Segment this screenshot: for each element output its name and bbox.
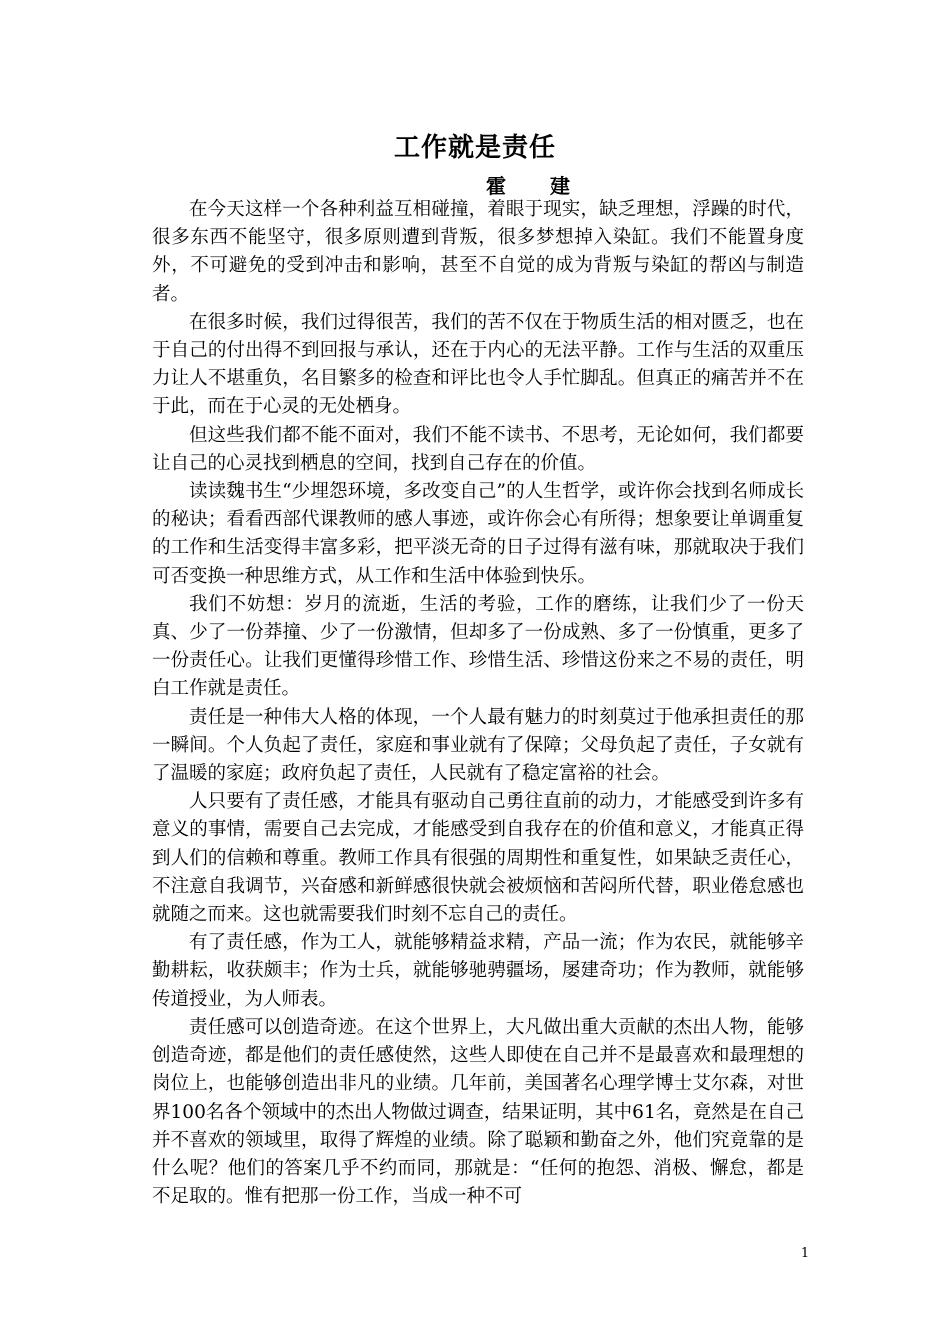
paragraph: 但这些我们都不能不面对，我们不能不读书、不思考，无论如何，我们都要让自己的心灵找到栖息的空间，找到自己存在的价值。 bbox=[152, 424, 804, 474]
paragraph: 有了责任感，作为工人，就能够精益求精，产品一流；作为农民，就能够辛勤耕耘，收获颇丰；作为士兵，就能够驰骋疆场，屡建奇功；作为教师，就能够传道授业，为人师表。 bbox=[152, 932, 804, 1010]
paragraph: 人只要有了责任感，才能具有驱动自己勇往直前的动力，才能感受到许多有意义的事情，需要自己去完成，才能感受到自我存在的价值和意义，才能真正得到人们的信赖和尊重。教师工作具有很强的周期性和重复性，如果缺乏责任心，不注意自我调节，兴奋感和新鲜感很快就会被烦恼和苦闷所代替，职业倦怠感也就随之而来。这也就需要我们时刻不忘自己的责任。 bbox=[152, 791, 804, 926]
document-body bbox=[152, 196, 804, 1211]
paragraph: 在今天这样一个各种利益互相碰撞，着眼于现实，缺乏理想，浮躁的时代，很多东西不能坚守，很多原则遭到背叛，很多梦想掉入染缸。我们不能置身度外，不可避免的受到冲击和影响，甚至不自觉的成为背叛与染缸的帮凶与制造者。 bbox=[152, 199, 804, 305]
paragraph: 责任感可以创造奇迹。在这个世界上，大凡做出重大贡献的杰出人物，能够创造奇迹，都是他们的责任感使然，这些人即使在自己并不是最喜欢和最理想的岗位上，也能够创造出非凡的业绩。几年前，美国著名心理学博士艾尔森，对世界100名各个领域中的杰出人物做过调查，结果证明，其中61名，竟然是在自己并不喜欢的领域里，取得了辉煌的业绩。除了聪颖和勤奋之外，他们究竟靠的是什么呢？他们的答案几乎不约而同，那就是：“任何的抱怨、消极、懈怠，都是不足取的。惟有把那一份工作，当成一种不可 bbox=[152, 1016, 804, 1208]
document-title: 工作就是责任 bbox=[393, 133, 556, 163]
paragraph: 在很多时候，我们过得很苦，我们的苦不仅在于物质生活的相对匮乏，也在于自己的付出得不到回报与承认，还在于内心的无法平静。工作与生活的双重压力让人不堪重负，名目繁多的检查和评比也令人手忙脚乱。但真正的痛苦并不在于此，而在于心灵的无处栖身。 bbox=[152, 311, 804, 418]
paragraph: 责任是一种伟大人格的体现，一个人最有魅力的时刻莫过于他承担责任的那一瞬间。个人负起了责任，家庭和事业就有了保障；父母负起了责任，子女就有了温暖的家庭；政府负起了责任，人民就有了稳定富裕的社会。 bbox=[152, 706, 804, 785]
paragraph: 读读魏书生“少埋怨环境，多改变自己”的人生哲学，或许你会找到名师成长的秘诀；看看西部代课教师的感人事迹，或许你会心有所得；想象要让单调重复的工作和生活变得丰富多彩，把平淡无奇的日子过得有滋有味，那就取决于我们可否变换一种思维方式，从工作和生活中体验到快乐。 bbox=[152, 481, 804, 587]
author-name: 霍 建 bbox=[486, 174, 582, 198]
paragraph: 我们不妨想：岁月的流逝，生活的考验，工作的磨练，让我们少了一份天真、少了一份莽撞、少了一份激情，但却多了一份成熟、多了一份慎重，更多了一份责任心。让我们更懂得珍惜工作、珍惜生活、珍惜这份来之不易的责任，明白工作就是责任。 bbox=[152, 593, 804, 700]
page-number: 1 bbox=[800, 1246, 810, 1261]
